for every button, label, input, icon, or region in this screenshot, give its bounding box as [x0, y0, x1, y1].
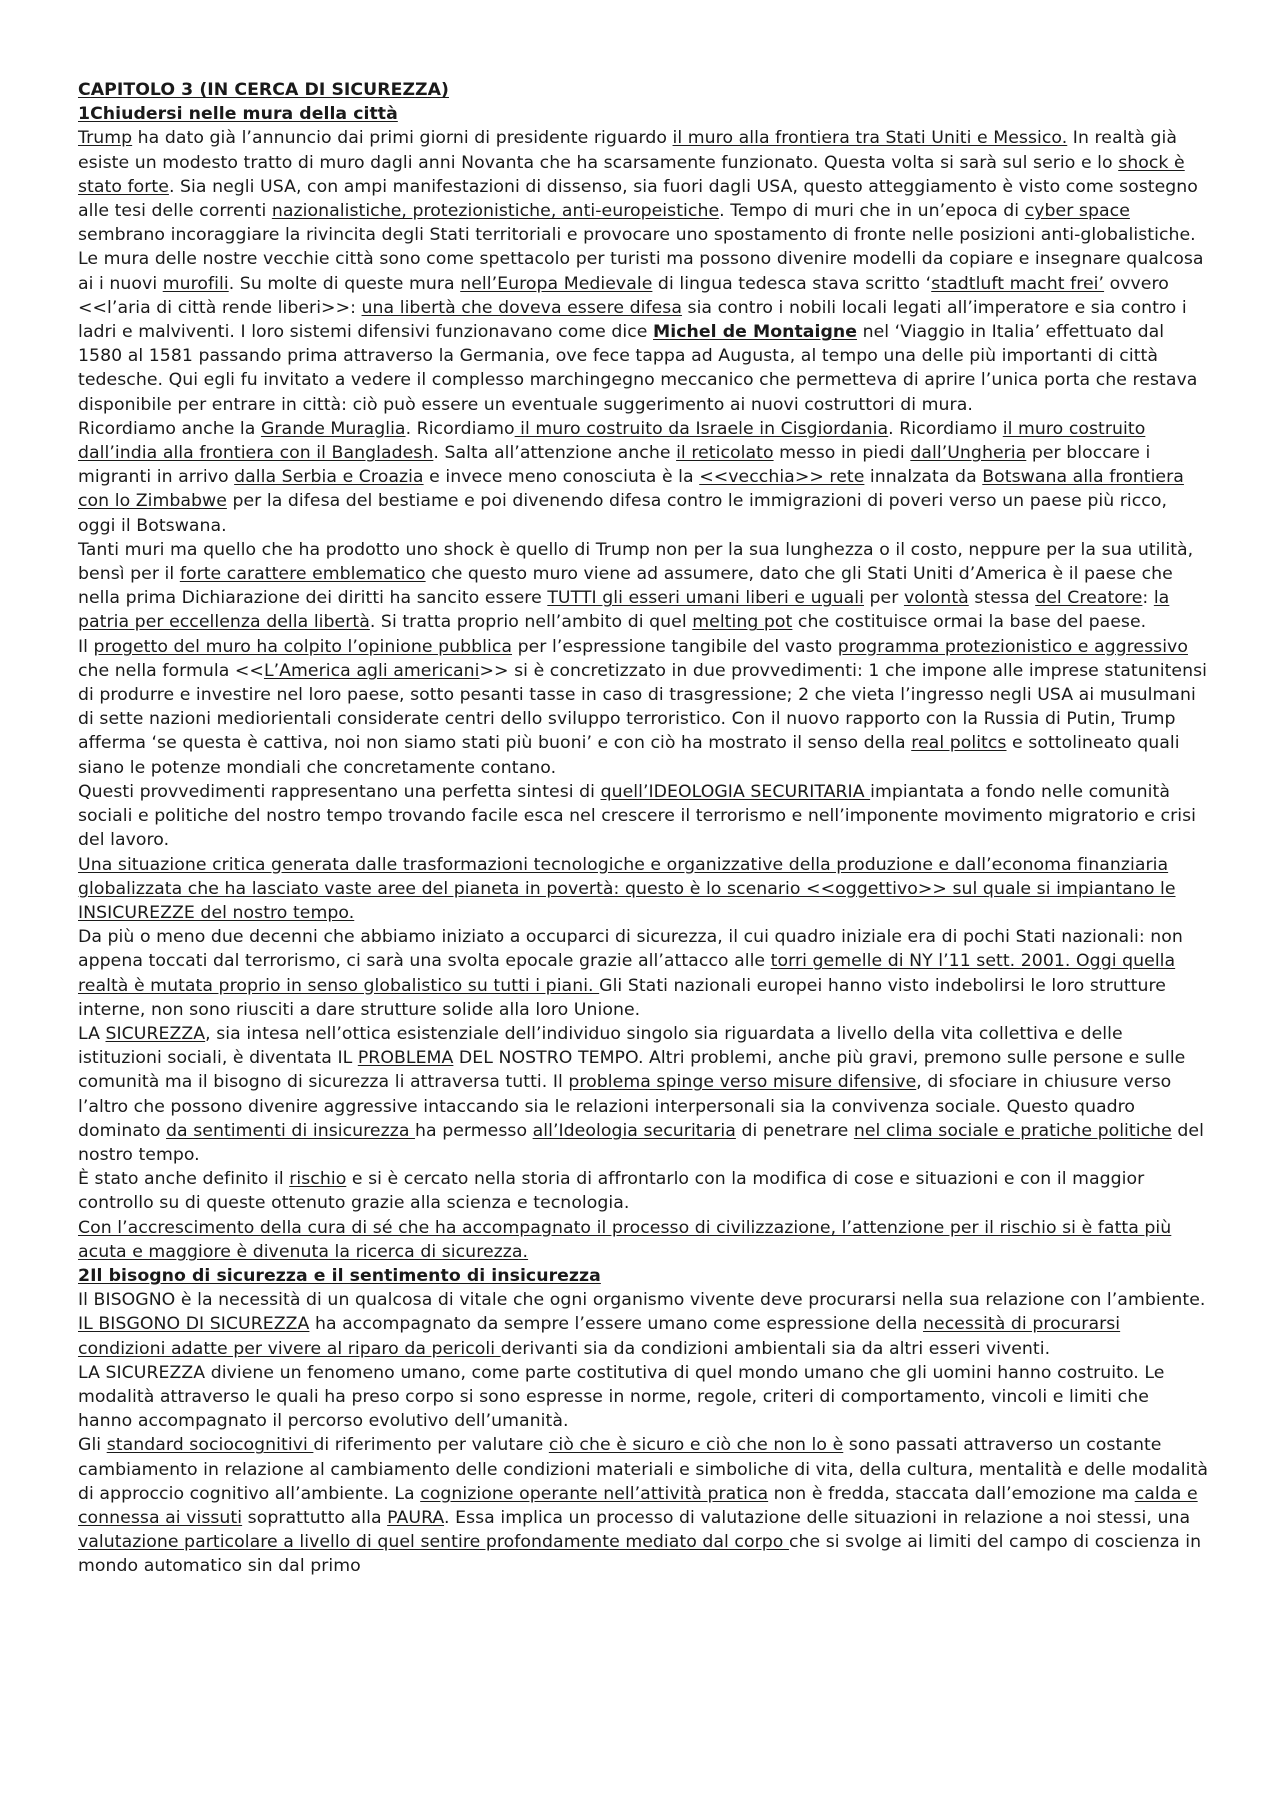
- chapter-title: CAPITOLO 3 (IN CERCA DI SICUREZZA): [78, 80, 449, 100]
- text-run: LA SICUREZZA diviene un fenomeno umano, come parte costitutiva di quel mondo umano che gli uomini hanno costruito. Le modalità attraverso le quali ha preso corpo si sono espresse in norme, regole, criteri di comportamento, vincoli e limiti che hanno accompagnato il percorso evolutivo dell’umanità.: [78, 1362, 1165, 1432]
- section-title: 2Il bisogno di sicurezza e il sentimento di insicurezza: [78, 1265, 601, 1286]
- underlined-text: rischio: [289, 1169, 347, 1190]
- underlined-text: SICUREZZA: [105, 1023, 206, 1044]
- text-run: ha accompagnato da sempre l’essere umano come espressione della: [309, 1314, 924, 1335]
- text-run: di riferimento per valutare: [313, 1435, 549, 1456]
- section-title: 1Chiudersi nelle mura della città: [78, 104, 398, 125]
- paragraph: [78, 1022, 1208, 1167]
- text-run: LA: [78, 1023, 106, 1044]
- text-run: . Salta all’attenzione anche: [433, 443, 677, 464]
- underlined-text: murofili: [162, 273, 229, 294]
- text-run: sia contro i nobili locali legati all’imperatore e sia contro i ladri e malviventi. I loro sistemi difensivi funzionavano come dice: [78, 297, 1187, 343]
- text-run: Gli: [78, 1435, 107, 1456]
- underlined-text: standard sociocognitivi: [106, 1435, 314, 1456]
- paragraph: [78, 853, 1208, 926]
- paragraph: [78, 538, 1208, 635]
- text-run: . Ricordiamo: [405, 418, 515, 439]
- paragraph: [78, 1433, 1208, 1578]
- underlined-text: <<vecchia>> rete: [699, 467, 865, 488]
- paragraph: [78, 780, 1208, 853]
- text-run: derivanti sia da condizioni ambientali sia da altri esseri viventi.: [500, 1338, 1051, 1359]
- text-run: In realtà già esiste un modesto tratto di muro dagli anni Novanta che ha scarsamente funzionato. Questa volta si sarà sul serio e lo: [78, 128, 1177, 173]
- underlined-text: Grande Muraglia: [260, 418, 406, 439]
- underlined-text: Una situazione critica generata dalle trasformazioni tecnologiche e organizzative della produzione e dall’economa finanziaria globalizzata che ha lasciato vaste aree del pianeta in povertà: questo è lo scenario <<oggettivo>> sul quale si impiantano le INSICUREZZE del nostro tempo.: [78, 854, 1176, 923]
- underlined-text: problema spinge verso misure difensive: [568, 1072, 917, 1093]
- paragraph: [78, 126, 1208, 247]
- text-run: e sottolineato quali siano le potenze mondiali che concretamente contano.: [78, 733, 1180, 778]
- underlined-text: nell’Europa Medievale: [460, 273, 653, 294]
- paragraph: [78, 635, 1208, 780]
- paragraph: [78, 1216, 1208, 1264]
- underlined-text: programma protezionistico e aggressivo: [837, 636, 1188, 657]
- underlined-text: calda e connessa ai vissuti: [78, 1483, 1198, 1528]
- underlined-text: ciò che è sicuro e ciò che non lo è: [548, 1435, 844, 1456]
- text-run: di penetrare: [735, 1120, 854, 1141]
- paragraph: [78, 1167, 1208, 1215]
- text-run: sono passati attraverso un costante cambiamento in relazione al cambiamento delle condizioni materiali e simboliche di vita, della cultura, mentalità e delle modalità di approccio cognitivo all’ambiente. La: [78, 1435, 1208, 1504]
- paragraph: [78, 1288, 1208, 1312]
- section-body: [78, 126, 1208, 1264]
- text-run: ha dato già l’annuncio dai primi giorni di presidente riguardo: [132, 128, 673, 149]
- underlined-text: cognizione operante nell’attività pratica: [420, 1483, 769, 1504]
- text-run: DEL NOSTRO TEMPO. Altri problemi, anche più gravi, premono sulle persone e sulle comunità ma il bisogno di sicurezza li attraversa tutti. Il: [78, 1048, 1186, 1093]
- bold-underlined-text: Michel de Montaigne: [653, 322, 858, 343]
- text-run: stessa: [968, 588, 1036, 609]
- text-run: sembrano incoraggiare la rivincita degli Stati territoriali e provocare uno spostamento di fronte nelle posizioni anti-globalistiche.: [78, 225, 1196, 246]
- underlined-text: il muro costruito da Israele in Cisgiordania: [514, 418, 889, 439]
- text-run: non è fredda, staccata dall’emozione ma: [768, 1483, 1135, 1504]
- text-run: per: [863, 588, 904, 609]
- underlined-text: Trump: [78, 128, 133, 149]
- underlined-text: all’Ideologia securitaria: [532, 1120, 736, 1141]
- underlined-text: nel clima sociale e pratiche politiche: [853, 1120, 1172, 1141]
- underlined-text: Con l’accrescimento della cura di sé che ha accompagnato il processo di civilizzazione, l’attenzione per il rischio si è fatta più acuta e maggiore è divenuta la ricerca di sicurezza.: [78, 1217, 1172, 1262]
- text-run: Ricordiamo anche la: [78, 418, 261, 439]
- text-run: . Sia negli USA, con ampi manifestazioni di dissenso, sia fuori dagli USA, questo atteggiamento è visto come sostegno alle tesi delle correnti: [78, 176, 1198, 222]
- text-run: del nostro tempo.: [78, 1120, 1204, 1165]
- paragraph: [78, 417, 1208, 538]
- underlined-text: nazionalistiche, protezionistiche, anti-europeistiche: [271, 201, 720, 222]
- text-run: Gli Stati nazionali europei hanno visto indebolirsi le loro strutture interne, non sono riusciti a dare strutture solide alla loro Unione.: [78, 975, 1166, 1020]
- text-run: Il BISOGNO è la necessità di un qualcosa di vitale che ogni organismo vivente deve procurarsi nella sua relazione con l’ambiente.: [78, 1290, 1206, 1311]
- underlined-text: cyber space: [1024, 201, 1130, 222]
- document-page: [78, 78, 1208, 1579]
- text-run: Il: [78, 636, 94, 657]
- underlined-text: PROBLEMA: [357, 1048, 454, 1069]
- underlined-text: forte carattere emblematico: [179, 564, 426, 585]
- paragraph: [78, 1312, 1208, 1360]
- text-run: per la difesa del bestiame e poi divenendo difesa contro le immigrazioni di poveri verso un paese più ricco, oggi il Botswana.: [78, 491, 1168, 536]
- underlined-text: Botswana alla frontiera con lo Zimbabwe: [78, 467, 1184, 512]
- text-run: che costituisce ormai la base del paese.: [792, 612, 1147, 633]
- text-run: È stato anche definito il: [78, 1169, 290, 1190]
- text-run: , di sfociare in chiusure verso l’altro che possono divenire aggressive intaccando sia le relazioni interpersonali sia la convivenza sociale. Questo quadro dominato: [78, 1072, 1172, 1141]
- text-run: per bloccare i migranti in arrivo: [78, 443, 1151, 488]
- text-run: . Ricordiamo: [888, 418, 1003, 439]
- underlined-text: volontà: [903, 588, 969, 609]
- underlined-text: stadtluft macht frei’: [931, 273, 1105, 294]
- text-run: >> si è concretizzato in due provvedimenti: 1 che impone alle imprese statunitensi di produrre e investire nel loro paese, sotto pesanti tasse in caso di trasgressione; 2 che vieta l’ingresso negli USA ai musulmani di sette nazioni mediorientali considerate centri dello sviluppo terroristico. Con il nuovo rapporto con la Russia di Putin, Trump afferma ‘se questa è cattiva, noi non siamo stati più buoni’ e con ciò ha mostrato il senso della: [78, 660, 1208, 754]
- underlined-text: il reticolato: [676, 443, 774, 464]
- text-run: . Si tratta proprio nell’ambito di quel: [369, 612, 693, 633]
- text-run: ha permesso: [415, 1120, 533, 1141]
- underlined-text: progetto del muro ha colpito l’opinione pubblica: [93, 636, 513, 657]
- underlined-text: real politcs: [911, 733, 1007, 754]
- underlined-text: necessità di procurarsi condizioni adatte per vivere al riparo da pericoli: [78, 1314, 1121, 1359]
- underlined-text: PAURA: [387, 1507, 445, 1528]
- text-run: di lingua tedesca stava scritto ‘: [652, 273, 932, 294]
- text-run: che questo muro viene ad assumere, dato che gli Stati Uniti d’America è il paese che nella prima Dichiarazione dei diritti ha sancito essere: [78, 564, 1173, 609]
- underlined-text: shock è stato forte: [78, 152, 1185, 197]
- paragraph: [78, 247, 1208, 416]
- text-run: . Tempo di muri che in un’epoca di: [719, 201, 1025, 222]
- underlined-text: melting pot: [692, 612, 793, 633]
- underlined-text: il muro costruito dall’india alla frontiera con il Bangladesh: [78, 418, 1146, 464]
- text-run: Le mura delle nostre vecchie città sono come spettacolo per turisti ma possono divenire modelli da copiare e insegnare qualcosa ai i nuovi: [78, 249, 1204, 294]
- text-run: :: [1142, 588, 1154, 609]
- underlined-text: il muro alla frontiera tra Stati Uniti e Messico.: [672, 128, 1068, 149]
- underlined-text: torri gemelle di NY l’11 sett. 2001. Oggi quella realtà è mutata proprio in senso globalistico su tutti i piani.: [78, 951, 1176, 996]
- underlined-text: IL BISGONO DI SICUREZZA: [78, 1314, 310, 1335]
- underlined-text: dall’Ungheria: [910, 443, 1027, 464]
- text-run: Questi provvedimenti rappresentano una perfetta sintesi di: [78, 781, 601, 802]
- underlined-text: una libertà che doveva essere difesa: [361, 297, 682, 318]
- underlined-text: TUTTI gli esseri umani liberi e uguali: [547, 588, 864, 609]
- section-body: [78, 1288, 1208, 1578]
- text-run: soprattutto alla: [242, 1507, 388, 1528]
- text-run: nel ‘Viaggio in Italia’ effettuato dal 1580 al 1581 passando prima attraverso la Germania, ove fece tappa ad Augusta, al tempo una delle più importanti di città tedesche. Qui egli fu invitato a vedere il complesso marchingegno meccanico che permetteva di aprire l’unica porta che restava disponibile per entrare in città: ciò può essere un eventuale suggerimento ai nuovi costruttori di mura.: [78, 322, 1198, 415]
- text-run: Da più o meno due decenni che abbiamo iniziato a occuparci di sicurezza, il cui quadro iniziale era di pochi Stati nazionali: non appena toccati dal terrorismo, ci sarà una svolta epocale grazie all’attacco alle: [78, 927, 1183, 972]
- underlined-text: quell’IDEOLOGIA SECURITARIA: [600, 781, 871, 802]
- text-run: e si è cercato nella storia di affrontarlo con la modifica di cose e situazioni e con il maggior controllo su di queste ottenuto grazie alla scienza e tecnologia.: [78, 1169, 1145, 1214]
- underlined-text: del Creatore: [1035, 588, 1143, 609]
- text-run: messo in piedi: [773, 443, 911, 464]
- text-run: che si svolge ai limiti del campo di coscienza in mondo automatico sin dal primo: [78, 1532, 1202, 1577]
- text-run: . Essa implica un processo di valutazione delle situazioni in relazione a noi stessi, una: [444, 1507, 1191, 1528]
- underlined-text: la patria per eccellenza della libertà: [78, 588, 1170, 633]
- text-run: e invece meno conosciuta è la: [423, 467, 700, 488]
- paragraph: [78, 1361, 1208, 1434]
- text-run: ovvero <<l’aria di città rende liberi>>:: [78, 273, 1169, 318]
- underlined-text: da sentimenti di insicurezza: [166, 1120, 416, 1141]
- text-run: innalzata da: [864, 467, 983, 488]
- text-run: impiantata a fondo nelle comunità sociali e politiche del nostro tempo trovando facile esca nel crescere il terrorismo e nell’imponente movimento migratorio e crisi del lavoro.: [78, 781, 1196, 851]
- text-run: Tanti muri ma quello che ha prodotto uno shock è quello di Trump non per la sua lunghezza o il costo, neppure per la sua utilità, bensì per il: [78, 539, 1194, 585]
- underlined-text: L’America agli americani: [263, 660, 480, 681]
- text-run: per l’espressione tangibile del vasto: [512, 636, 838, 657]
- text-run: , sia intesa nell’ottica esistenziale dell’individuo singolo sia riguardata a livello della vita collettiva e delle istituzioni sociali, è diventata IL: [78, 1023, 1123, 1069]
- paragraph: [78, 925, 1208, 1022]
- underlined-text: dalla Serbia e Croazia: [234, 467, 424, 488]
- underlined-text: valutazione particolare a livello di quel sentire profondamente mediato dal corpo: [78, 1532, 789, 1553]
- text-run: che nella formula <<: [78, 660, 264, 681]
- text-run: . Su molte di queste mura: [228, 273, 461, 294]
